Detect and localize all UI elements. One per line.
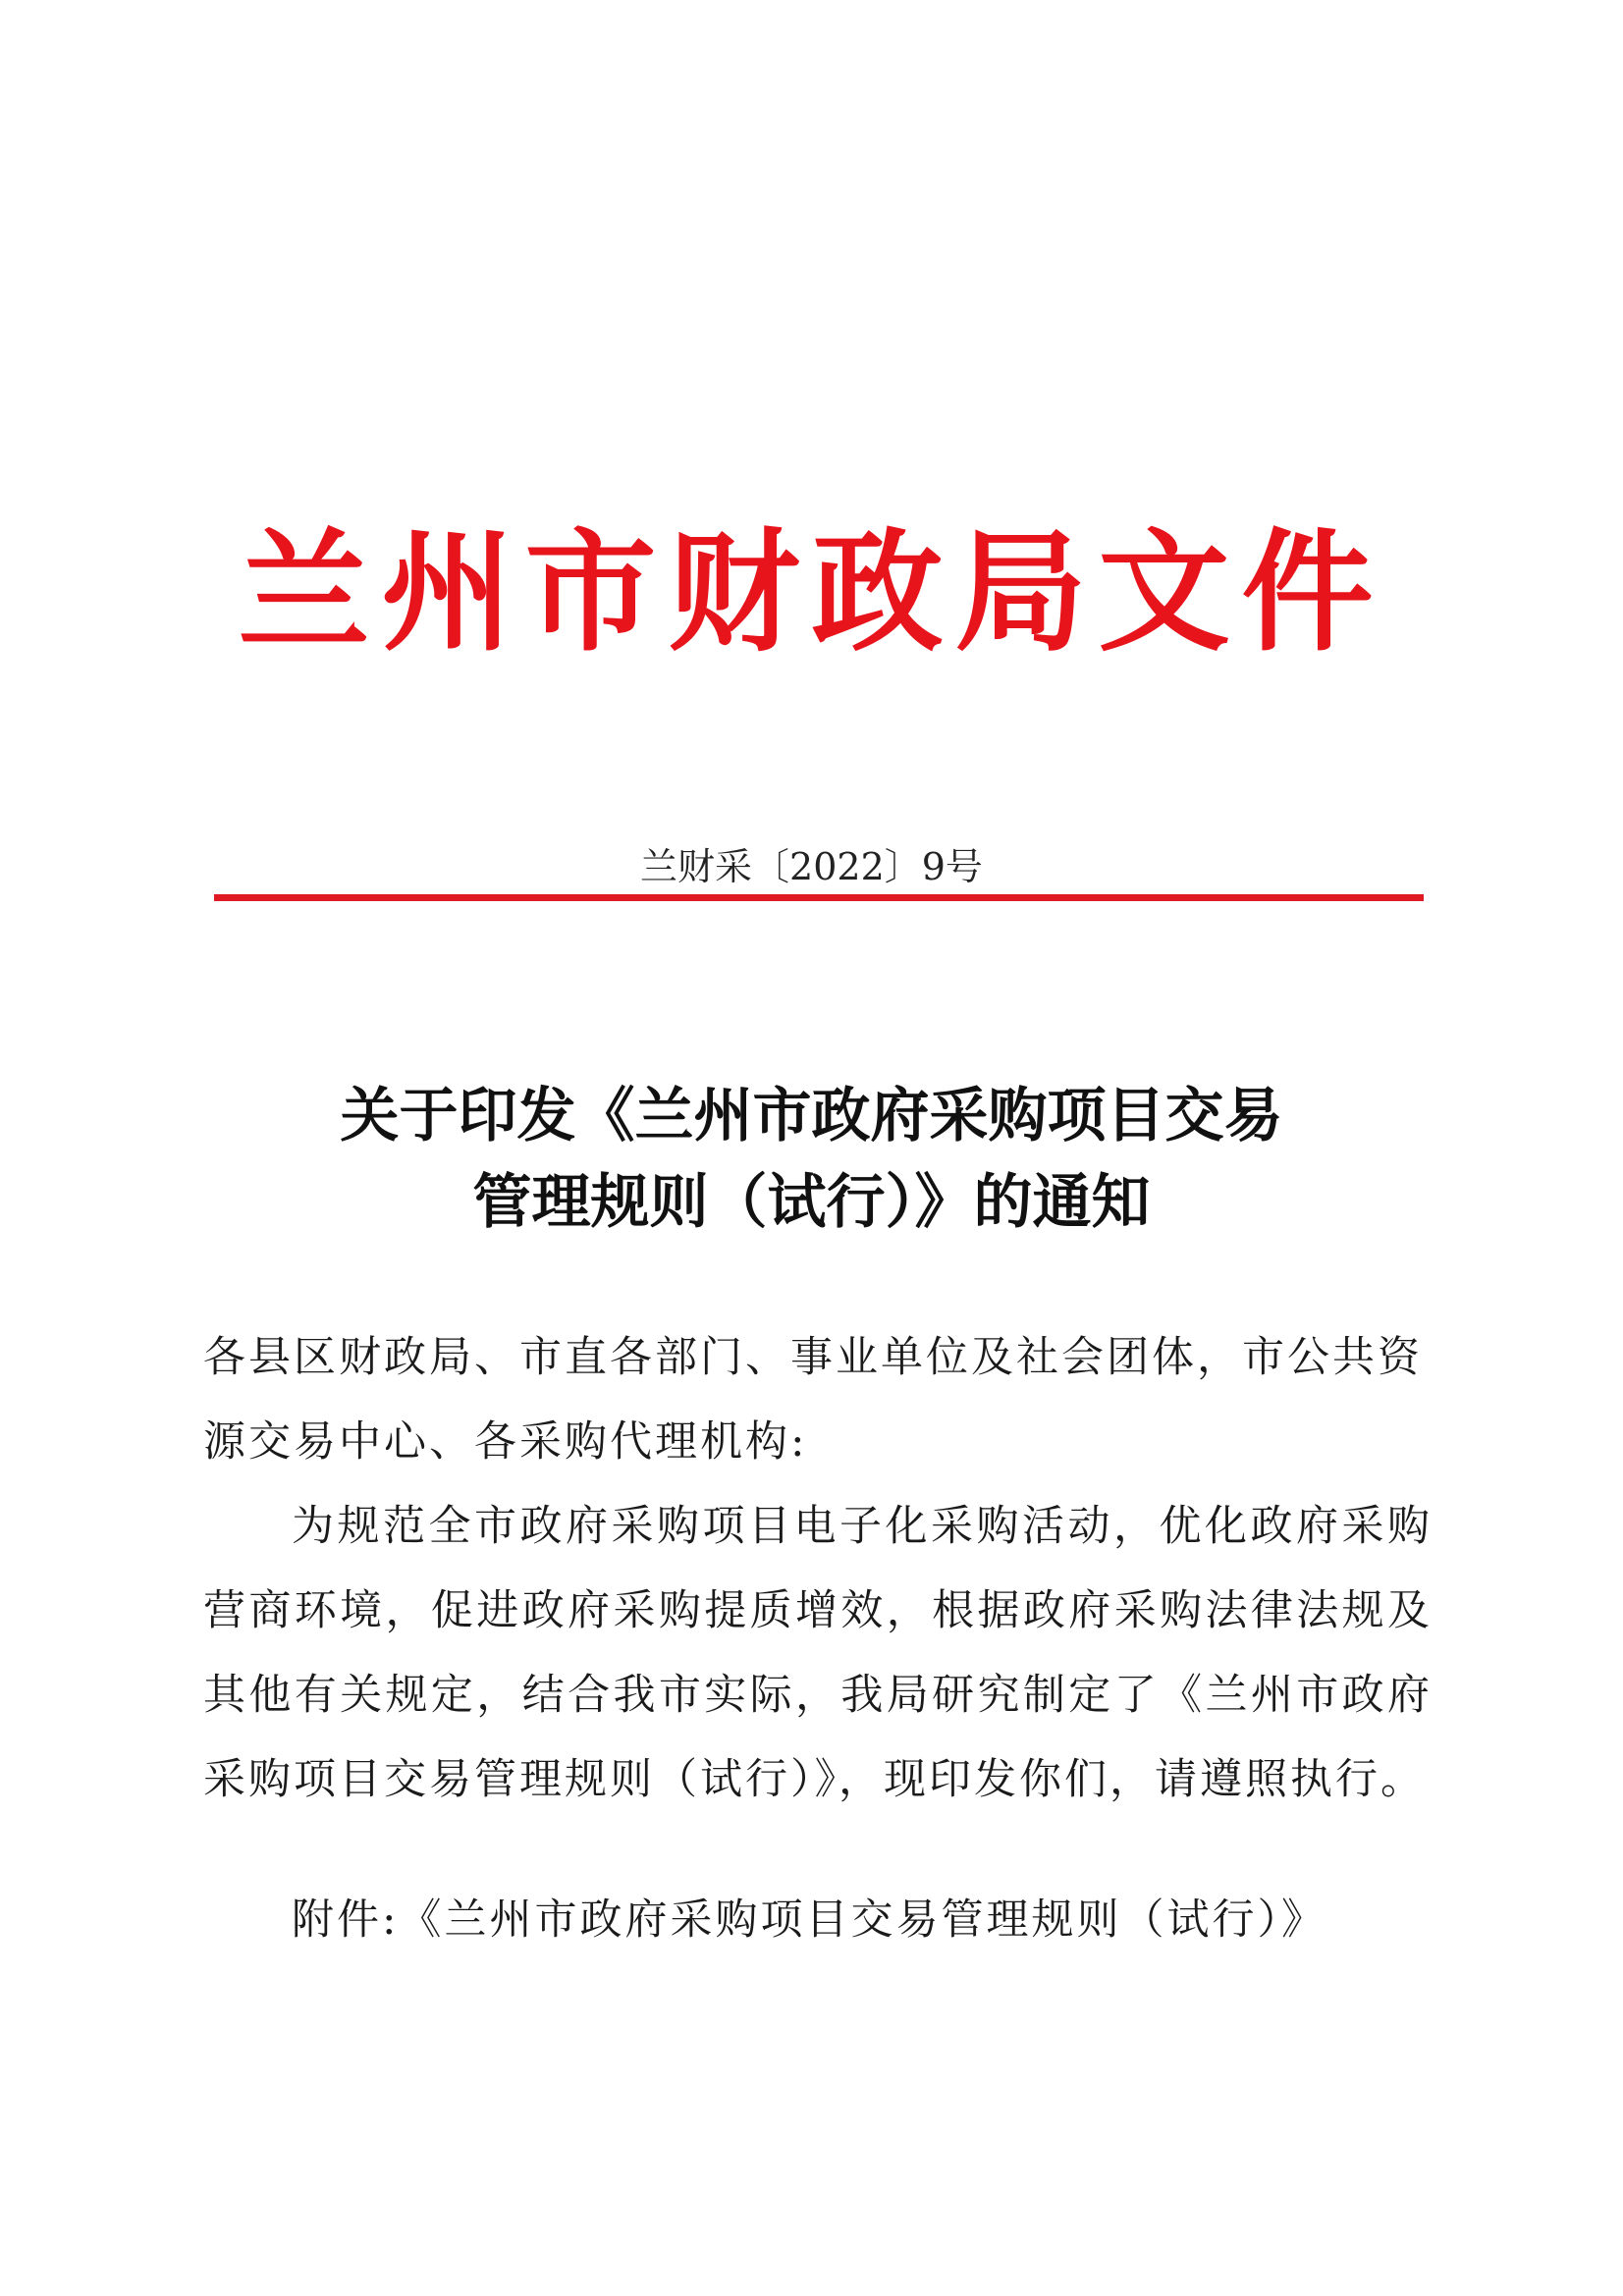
body-paragraph: 为规范全市政府采购项目电子化采购活动，优化政府采购营商环境，促进政府采购提质增效，根据政府采购法律法规及其他有关规定，结合我市实际，我局研究制定了《兰州市政府采购项目交易管理规则（试行）》，现印发你们，请遵照执行。 [203, 1502, 1433, 1804]
notice-title [0, 1073, 1623, 1246]
salutation: 各县区财政局、市直各部门、事业单位及社会团体，市公共资源交易中心、各采购代理机构: [203, 1333, 1423, 1467]
attachment-line: 附件:《兰州市政府采购项目交易管理规则（试行）》 [292, 1896, 1326, 1945]
document-number: 兰财采〔2022〕9号 [640, 845, 983, 888]
notice-body [203, 1315, 1433, 1822]
notice-title-line-2: 管理规则（试行）》的通知 [472, 1168, 1151, 1237]
red-divider-line [214, 894, 1424, 901]
masthead-title: 兰州市财政局文件 [238, 514, 1385, 669]
notice-title-line-1: 关于印发《兰州市政府采购项目交易 [340, 1082, 1283, 1150]
